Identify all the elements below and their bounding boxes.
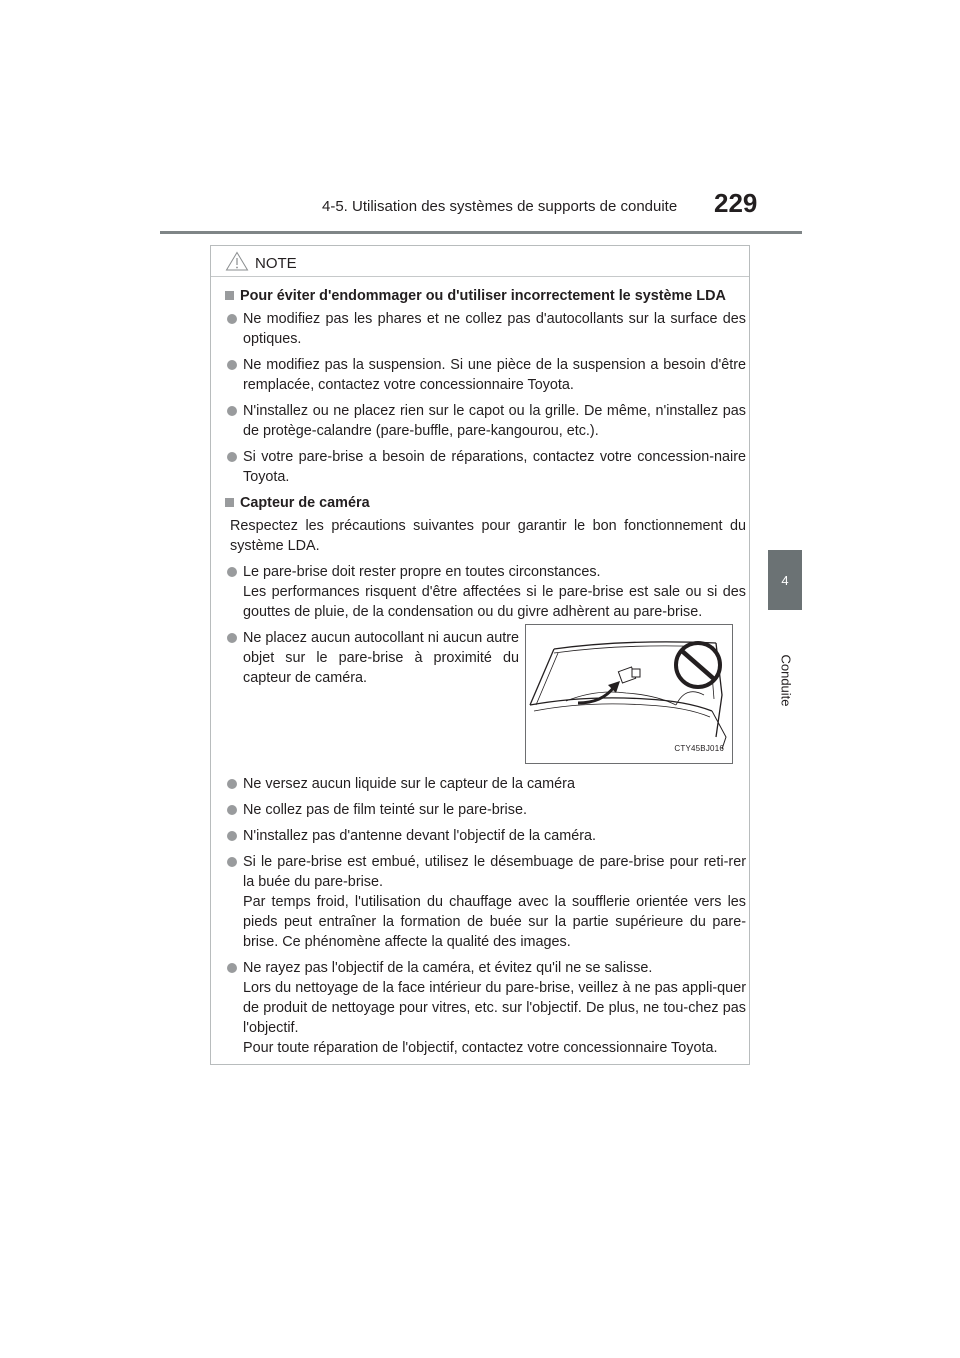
header-rule — [160, 231, 802, 234]
list-item — [224, 401, 746, 441]
list-item — [224, 447, 746, 487]
square-bullet-icon — [225, 291, 234, 300]
chapter-tab — [768, 550, 802, 610]
circle-bullet-icon — [227, 406, 237, 416]
circle-bullet-icon — [227, 567, 237, 577]
list-item — [224, 355, 746, 395]
list-item-text: N'installez ou ne placez rien sur le capot ou la grille. De même, n'installez pas de protège-calandre (pare-buffle, pare-kangourou, etc.). — [243, 403, 746, 439]
heading-text: Pour éviter d'endommager ou d'utiliser incorrectement le système LDA — [240, 288, 726, 304]
list-item-text: Ne collez pas de film teinté sur le pare-brise. — [243, 802, 527, 818]
list-item-text: Lors du nettoyage de la face intérieur du pare-brise, veillez à ne pas appli-quer de produit de nettoyage pour vitres, etc. sur l'objectif. De plus, ne tou-chez pas l'objectif. — [243, 980, 746, 1036]
circle-bullet-icon — [227, 314, 237, 324]
list-item — [224, 800, 746, 820]
list-item-text: Ne modifiez pas les phares et ne collez pas d'autocollants sur la surface des optiques. — [243, 311, 746, 347]
heading-text: Capteur de caméra — [240, 495, 370, 511]
warning-triangle-icon — [225, 251, 249, 276]
note-content — [224, 286, 746, 1064]
list-item-text: Ne modifiez pas la suspension. Si une pièce de la suspension a besoin d'être remplacée, contactez votre concessionnaire Toyota. — [243, 357, 746, 393]
circle-bullet-icon — [227, 805, 237, 815]
list-item-text: Si votre pare-brise a besoin de réparations, contactez votre concession-naire Toyota. — [243, 449, 746, 485]
circle-bullet-icon — [227, 963, 237, 973]
circle-bullet-icon — [227, 633, 237, 643]
page-number: 229 — [714, 188, 758, 218]
note-box — [210, 245, 750, 1065]
square-bullet-icon — [225, 498, 234, 507]
circle-bullet-icon — [227, 452, 237, 462]
list-item-text: Si le pare-brise est embué, utilisez le désembuage de pare-brise pour reti-rer la buée du pare-brise. — [243, 854, 746, 890]
circle-bullet-icon — [227, 831, 237, 841]
list-item-text: Ne placez aucun autocollant ni aucun autre objet sur le pare-brise à proximité du capteur de caméra. — [243, 630, 520, 686]
figure-code: CTY45BJ016 — [674, 744, 724, 753]
list-item — [224, 826, 746, 846]
list-item-text: Les performances risquent d'être affectées si le pare-brise est sale ou si des gouttes de pluie, de la condensation ou du givre adhèrent au pare-brise. — [243, 584, 746, 620]
section-heading — [224, 493, 746, 513]
circle-bullet-icon — [227, 857, 237, 867]
list-item — [224, 774, 746, 794]
circle-bullet-icon — [227, 360, 237, 370]
section-title: 4-5. Utilisation des systèmes de supports de conduite — [322, 198, 678, 215]
windshield-illustration — [525, 624, 733, 764]
intro-text: Respectez les précautions suivantes pour garantir le bon fonctionnement du système LDA. — [230, 518, 746, 554]
bullet-with-figure — [224, 628, 746, 774]
section-heading — [224, 286, 746, 306]
list-item — [224, 852, 746, 952]
list-item — [224, 958, 746, 1058]
note-header — [211, 246, 749, 277]
chapter-label-text: Conduite — [778, 653, 794, 707]
section-intro — [224, 516, 746, 556]
list-item-text: Le pare-brise doit rester propre en toutes circonstances. — [243, 564, 601, 580]
circle-bullet-icon — [227, 779, 237, 789]
list-item — [224, 562, 746, 622]
list-item — [224, 309, 746, 349]
list-item-text: Ne rayez pas l'objectif de la caméra, et évitez qu'il ne se salisse. — [243, 960, 653, 976]
list-item-text: Ne versez aucun liquide sur le capteur de la caméra — [243, 776, 575, 792]
note-title: NOTE — [255, 255, 297, 272]
chapter-label — [766, 640, 806, 720]
list-item-text: N'installez pas d'antenne devant l'objectif de la caméra. — [243, 828, 597, 844]
list-item-text: Par temps froid, l'utilisation du chauffage avec la soufflerie orientée vers les pieds peut entraîner la formation de buée sur la partie supérieure du pare-brise. Ce phénomène affecte la qualité des images. — [243, 894, 746, 950]
chapter-number: 4 — [781, 572, 789, 588]
list-item — [224, 628, 519, 688]
list-item-text: Pour toute réparation de l'objectif, contactez votre concessionnaire Toyota. — [243, 1040, 718, 1056]
